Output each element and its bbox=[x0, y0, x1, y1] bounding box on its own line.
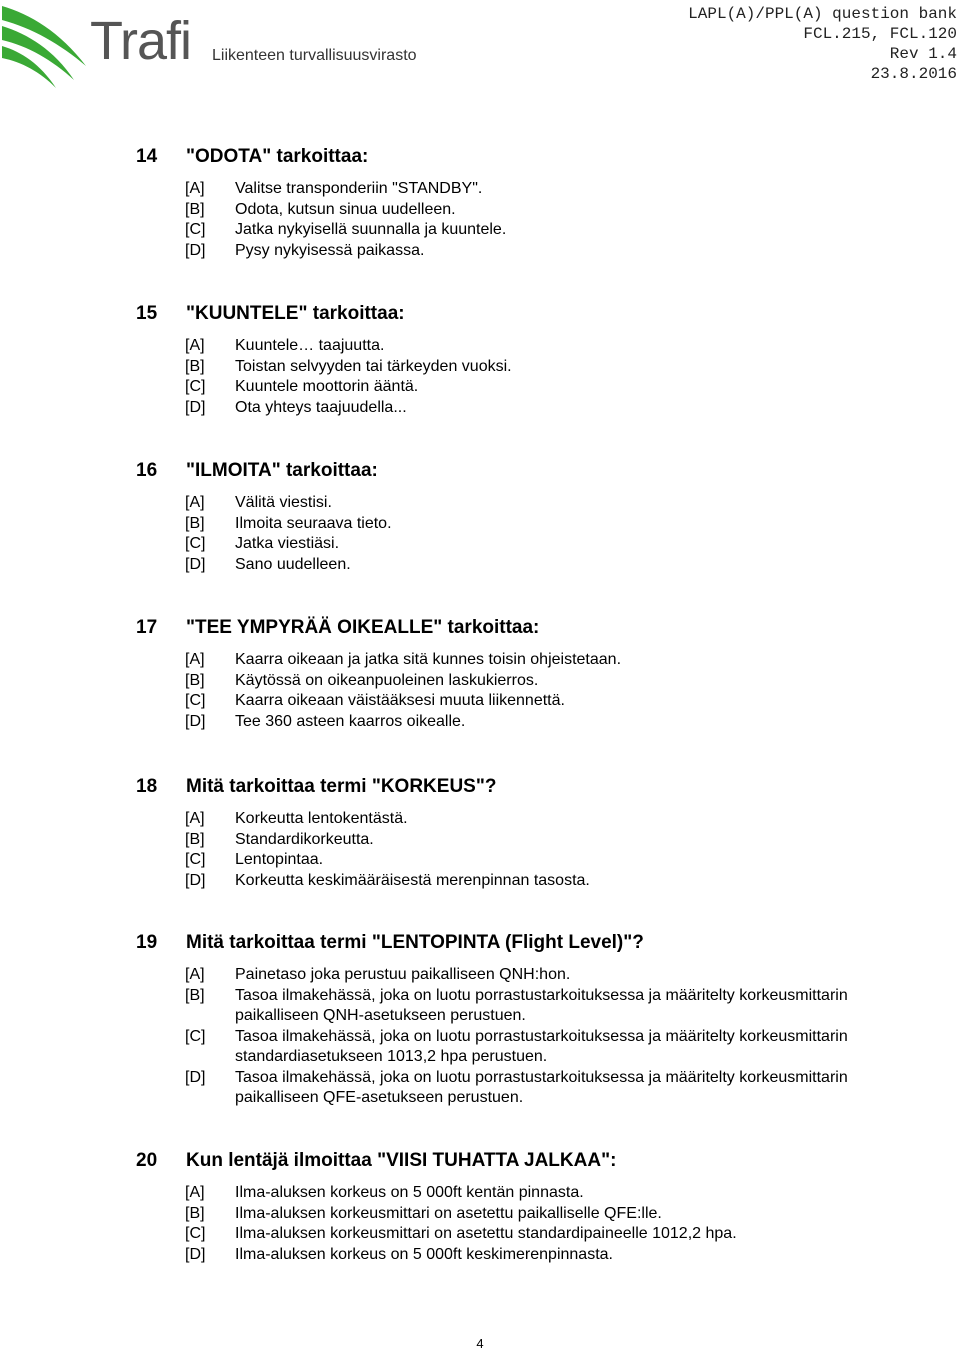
answer-c bbox=[0, 377, 960, 398]
answer-letter: [D] bbox=[185, 1068, 206, 1086]
answer-a bbox=[0, 650, 960, 671]
trafi-swoosh-icon bbox=[0, 0, 95, 92]
question-text: Mitä tarkoittaa termi "KORKEUS"? bbox=[186, 776, 497, 797]
answer-text: Ilmoita seuraava tieto. bbox=[235, 514, 392, 532]
answer-letter: [A] bbox=[185, 966, 205, 983]
answer-letter: [D] bbox=[185, 555, 206, 573]
answer-list bbox=[0, 965, 960, 1109]
page-number: 4 bbox=[476, 1336, 484, 1351]
answer-letter: [B] bbox=[185, 514, 205, 532]
answer-letter: [C] bbox=[185, 221, 206, 238]
doc-date: 23.8.2016 bbox=[870, 65, 957, 83]
answer-letter: [B] bbox=[185, 671, 205, 689]
answer-list bbox=[0, 493, 960, 575]
answer-text: Ilma-aluksen korkeusmittari on asetettu standardipaineelle 1012,2 hpa. bbox=[235, 1225, 737, 1242]
answer-text: Lentopintaa. bbox=[235, 851, 324, 868]
answer-text: Välitä viestisi. bbox=[235, 494, 332, 511]
answer-b bbox=[0, 357, 960, 378]
question-header bbox=[0, 457, 960, 485]
answer-b bbox=[0, 830, 960, 851]
answer-list bbox=[0, 809, 960, 891]
doc-reference: FCL.215, FCL.120 bbox=[803, 25, 957, 43]
question-text: Kun lentäjä ilmoittaa "VIISI TUHATTA JALKAA": bbox=[186, 1150, 617, 1171]
answer-text: Jatka nykyisellä suunnalla ja kuuntele. bbox=[235, 221, 507, 238]
answer-d bbox=[0, 398, 960, 419]
answer-a bbox=[0, 493, 960, 514]
question-number: 15 bbox=[136, 303, 158, 324]
answer-b bbox=[0, 514, 960, 535]
answer-list bbox=[0, 179, 960, 261]
question-header bbox=[0, 300, 960, 328]
answer-letter: [D] bbox=[185, 398, 206, 416]
answer-letter: [C] bbox=[185, 535, 206, 552]
answer-text: Painetaso joka perustuu paikalliseen QNH:hon. bbox=[235, 966, 571, 983]
question-15 bbox=[0, 300, 960, 418]
answer-text: Toistan selvyyden tai tärkeyden vuoksi. bbox=[235, 357, 512, 375]
answer-letter: [B] bbox=[185, 357, 205, 375]
answer-letter: [C] bbox=[185, 1225, 206, 1242]
answer-letter: [B] bbox=[185, 986, 205, 1004]
answer-list bbox=[0, 336, 960, 418]
question-number: 19 bbox=[136, 932, 158, 953]
answer-text: Käytössä on oikeanpuoleinen laskukierros. bbox=[235, 671, 539, 689]
answer-letter: [A] bbox=[185, 180, 205, 197]
question-header bbox=[0, 1147, 960, 1175]
answer-letter: [A] bbox=[185, 337, 205, 354]
answer-text: Kaarra oikeaan väistääksesi muuta liikennettä. bbox=[235, 692, 565, 709]
answer-b bbox=[0, 671, 960, 692]
answer-a bbox=[0, 336, 960, 357]
question-16 bbox=[0, 457, 960, 575]
answer-letter: [C] bbox=[185, 1027, 206, 1045]
answer-letter: [B] bbox=[185, 830, 205, 848]
answer-a bbox=[0, 965, 960, 986]
question-number: 20 bbox=[136, 1150, 158, 1171]
document-info bbox=[688, 4, 957, 84]
answer-letter: [D] bbox=[185, 871, 206, 889]
answer-letter: [C] bbox=[185, 378, 206, 395]
answer-d bbox=[0, 1068, 960, 1109]
answer-text: Ilma-aluksen korkeus on 5 000ft kentän pinnasta. bbox=[235, 1184, 584, 1201]
question-header bbox=[0, 143, 960, 171]
answer-text: Sano uudelleen. bbox=[235, 555, 351, 573]
answer-c bbox=[0, 220, 960, 241]
answer-letter: [A] bbox=[185, 651, 205, 668]
question-text: "TEE YMPYRÄÄ OIKEALLE" tarkoittaa: bbox=[186, 617, 540, 638]
answer-d bbox=[0, 555, 960, 576]
answer-text: Ota yhteys taajuudella... bbox=[235, 398, 407, 416]
answer-letter: [D] bbox=[185, 712, 206, 730]
answer-b bbox=[0, 986, 960, 1027]
question-17 bbox=[0, 614, 960, 732]
question-14 bbox=[0, 143, 960, 261]
question-text: "ILMOITA" tarkoittaa: bbox=[186, 460, 378, 481]
doc-title: LAPL(A)/PPL(A) question bank bbox=[688, 5, 957, 23]
answer-text: Valitse transponderiin "STANDBY". bbox=[235, 180, 483, 197]
answer-c bbox=[0, 691, 960, 712]
answer-text: Standardikorkeutta. bbox=[235, 830, 374, 848]
answer-list bbox=[0, 1183, 960, 1265]
answer-text: Odota, kutsun sinua uudelleen. bbox=[235, 200, 456, 218]
answer-letter: [A] bbox=[185, 810, 205, 827]
question-number: 14 bbox=[136, 146, 158, 167]
answer-text: Ilma-aluksen korkeus on 5 000ft keskimerenpinnasta. bbox=[235, 1245, 613, 1263]
answer-text: Tasoa ilmakehässä, joka on luotu porrastustarkoituksessa ja määritelty korkeusmittarin paikalliseen QNH-asetukseen perustuen. bbox=[235, 986, 848, 1024]
question-number: 18 bbox=[136, 776, 158, 797]
answer-a bbox=[0, 1183, 960, 1204]
answer-text: Kaarra oikeaan ja jatka sitä kunnes toisin ohjeistetaan. bbox=[235, 651, 622, 668]
question-text: "KUUNTELE" tarkoittaa: bbox=[186, 303, 405, 324]
answer-letter: [D] bbox=[185, 1245, 206, 1263]
answer-list bbox=[0, 650, 960, 732]
question-text: Mitä tarkoittaa termi "LENTOPINTA (Flight Level)"? bbox=[186, 932, 644, 953]
answer-a bbox=[0, 809, 960, 830]
question-header bbox=[0, 773, 960, 801]
answer-letter: [A] bbox=[185, 1184, 205, 1201]
answer-c bbox=[0, 1224, 960, 1245]
answer-d bbox=[0, 241, 960, 262]
question-header bbox=[0, 614, 960, 642]
answer-letter: [C] bbox=[185, 692, 206, 709]
doc-revision: Rev 1.4 bbox=[889, 45, 957, 63]
answer-text: Kuuntele… taajuutta. bbox=[235, 337, 385, 354]
question-18 bbox=[0, 773, 960, 891]
answer-text: Pysy nykyisessä paikassa. bbox=[235, 241, 425, 259]
logo-subtitle: Liikenteen turvallisuusvirasto bbox=[212, 47, 417, 64]
answer-text: Kuuntele moottorin ääntä. bbox=[235, 378, 419, 395]
logo-wordmark: Trafi bbox=[90, 11, 191, 71]
answer-letter: [A] bbox=[185, 494, 205, 511]
trafi-logo bbox=[0, 0, 420, 95]
answer-letter: [D] bbox=[185, 241, 206, 259]
answer-text: Tasoa ilmakehässä, joka on luotu porrastustarkoituksessa ja määritelty korkeusmittarin standardiasetukseen 1013,2 hpa perustuen. bbox=[235, 1027, 848, 1065]
question-19 bbox=[0, 929, 960, 1109]
question-number: 16 bbox=[136, 460, 158, 481]
answer-a bbox=[0, 179, 960, 200]
answer-letter: [C] bbox=[185, 851, 206, 868]
question-header bbox=[0, 929, 960, 957]
answer-text: Korkeutta keskimääräisestä merenpinnan tasosta. bbox=[235, 871, 590, 889]
answer-b bbox=[0, 1204, 960, 1225]
page-header bbox=[0, 0, 960, 100]
answer-d bbox=[0, 712, 960, 733]
question-number: 17 bbox=[136, 617, 158, 638]
answer-d bbox=[0, 1245, 960, 1266]
answer-d bbox=[0, 871, 960, 892]
answer-letter: [B] bbox=[185, 1204, 205, 1222]
answer-letter: [B] bbox=[185, 200, 205, 218]
answer-c bbox=[0, 850, 960, 871]
answer-text: Tee 360 asteen kaarros oikealle. bbox=[235, 712, 466, 730]
answer-c bbox=[0, 534, 960, 555]
question-20 bbox=[0, 1147, 960, 1265]
answer-b bbox=[0, 200, 960, 221]
answer-c bbox=[0, 1027, 960, 1068]
answer-text: Tasoa ilmakehässä, joka on luotu porrastustarkoituksessa ja määritelty korkeusmittarin paikalliseen QFE-asetukseen perustuen. bbox=[235, 1068, 848, 1106]
answer-text: Jatka viestiäsi. bbox=[235, 535, 340, 552]
answer-text: Korkeutta lentokentästä. bbox=[235, 810, 408, 827]
question-text: "ODOTA" tarkoittaa: bbox=[186, 146, 369, 167]
answer-text: Ilma-aluksen korkeusmittari on asetettu paikalliselle QFE:lle. bbox=[235, 1204, 662, 1222]
